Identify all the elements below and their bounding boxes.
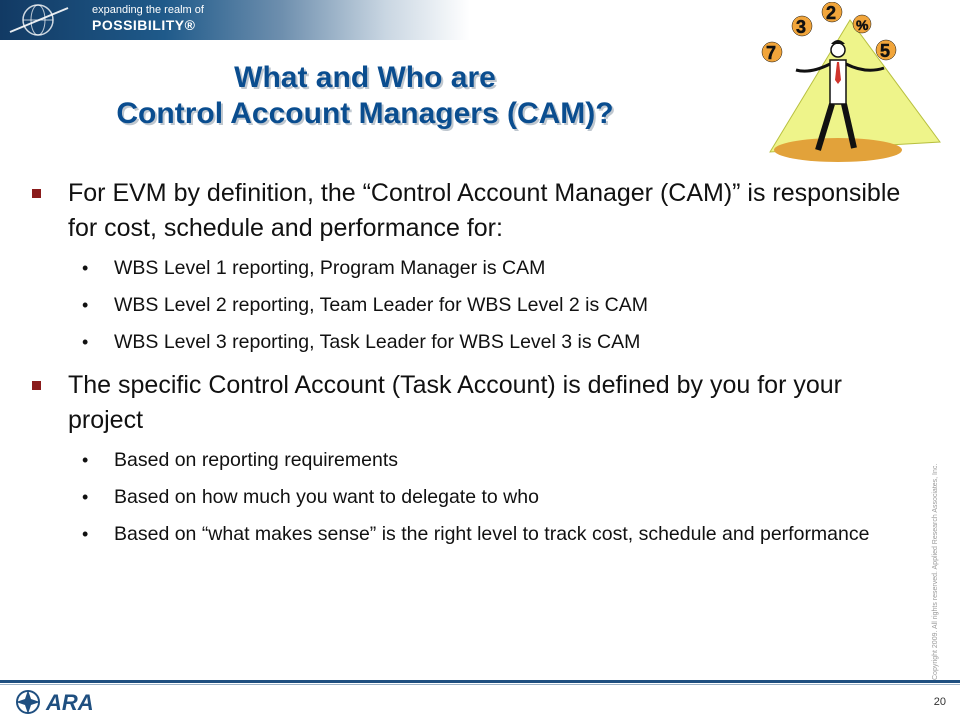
bullet-2-text: The specific Control Account (Task Account) is defined by you for your project <box>68 371 842 434</box>
clipart-glyph-7: 7 <box>766 43 777 63</box>
ara-footer-logo <box>14 688 134 716</box>
dot-bullet-icon: • <box>82 295 89 315</box>
title-line-1: What and Who are <box>234 61 496 94</box>
sub-bullet-2-1 <box>28 446 908 474</box>
sub-bullet-1-3 <box>28 328 908 356</box>
footer-logo-text: ARA <box>46 690 94 715</box>
sub-bullet-1-2 <box>28 291 908 319</box>
header-banner <box>0 0 470 40</box>
sub-bullet-text: Based on reporting requirements <box>114 449 398 471</box>
clipart-glyph-5: 5 <box>880 41 891 61</box>
copyright-text: Copyright 2009. All rights reserved. Applied Research Associates, Inc. <box>932 463 939 680</box>
clipart-glyph-3: 3 <box>796 17 807 37</box>
tagline-line2: POSSIBILITY® <box>92 17 196 33</box>
clipart-glyph-percent: % <box>856 17 869 33</box>
footer-rule <box>0 680 960 683</box>
tagline-line1: expanding the realm of <box>92 4 204 16</box>
dot-bullet-icon: • <box>82 258 89 278</box>
sub-bullet-text: WBS Level 3 reporting, Task Leader for WBS Level 3 is CAM <box>114 331 641 353</box>
sub-bullet-text: WBS Level 1 reporting, Program Manager is CAM <box>114 257 546 279</box>
bullet-2 <box>28 368 908 438</box>
sub-bullet-2-3 <box>28 520 908 548</box>
bullet-1 <box>28 176 908 246</box>
ara-globe-logo <box>8 2 80 38</box>
clipart-glyph-2: 2 <box>826 3 837 23</box>
sub-bullet-2-2 <box>28 483 908 511</box>
slide-title <box>0 60 730 132</box>
juggling-manager-clipart <box>744 2 956 164</box>
square-bullet-icon <box>32 381 41 390</box>
title-line-2: Control Account Managers (CAM)? <box>116 97 614 130</box>
bullet-1-text: For EVM by definition, the “Control Account Manager (CAM)” is responsible for cost, schedule and performance for: <box>68 179 901 242</box>
footer-rule-thin <box>0 684 960 685</box>
dot-bullet-icon: • <box>82 487 89 507</box>
dot-bullet-icon: • <box>82 450 89 470</box>
dot-bullet-icon: • <box>82 332 89 352</box>
sub-bullet-1-1 <box>28 254 908 282</box>
dot-bullet-icon: • <box>82 524 89 544</box>
page-number: 20 <box>933 696 946 708</box>
sub-bullet-text: Based on how much you want to delegate to who <box>114 486 539 508</box>
bullet-list <box>28 176 908 557</box>
square-bullet-icon <box>32 189 41 198</box>
copyright-notice <box>932 440 942 680</box>
sub-bullet-text: WBS Level 2 reporting, Team Leader for WBS Level 2 is CAM <box>114 294 648 316</box>
sub-bullet-text: Based on “what makes sense” is the right level to track cost, schedule and performance <box>114 523 870 545</box>
